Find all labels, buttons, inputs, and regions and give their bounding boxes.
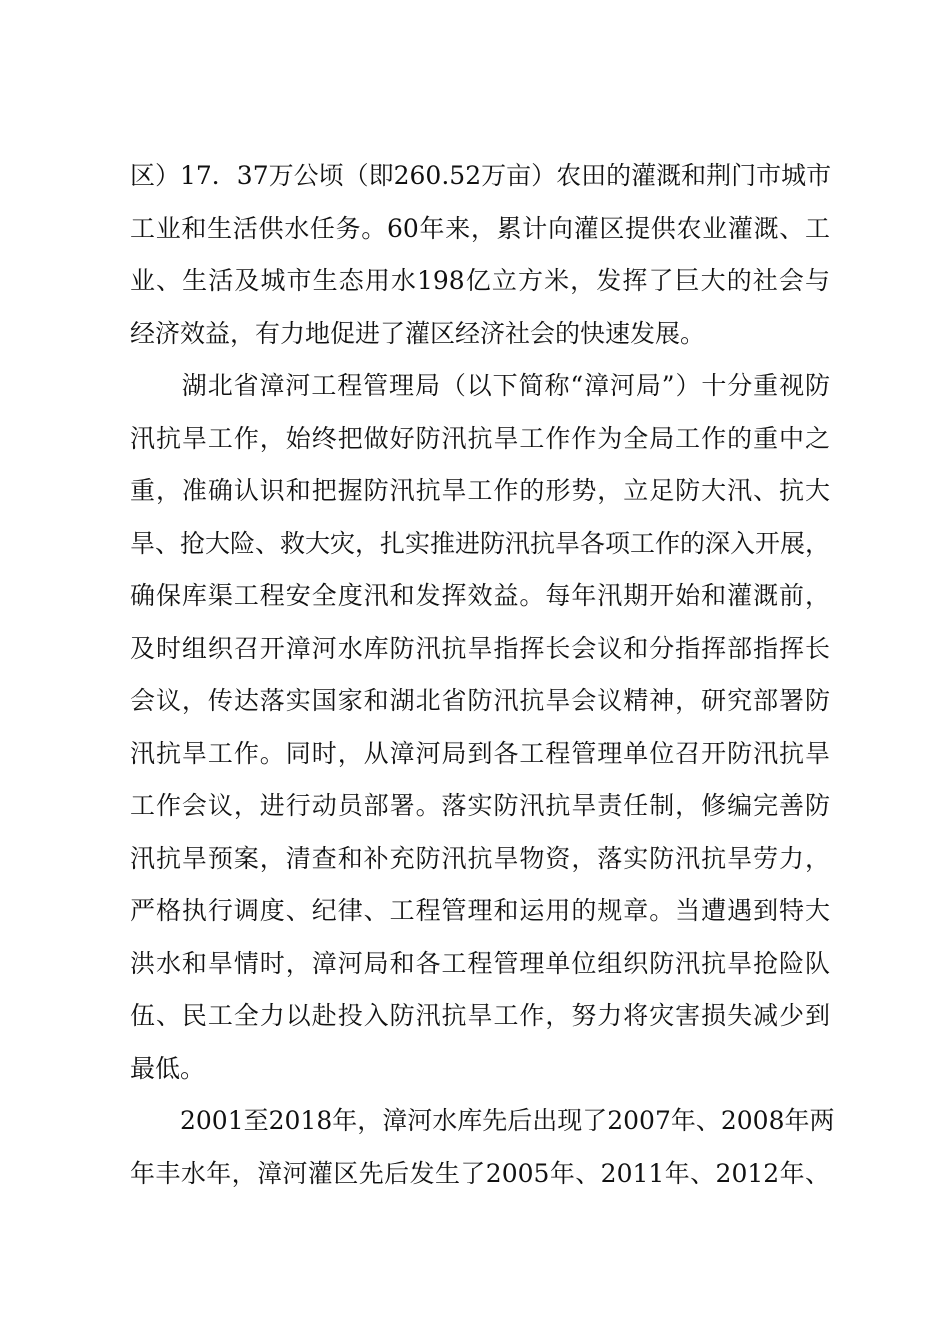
text-line: 工作会议，进行动员部署。落实防汛抗旱责任制，修编完善防 <box>130 791 830 820</box>
text-line: 区）17．37万公顷（即260.52万亩）农田的灌溉和荆门市城市 <box>130 161 832 190</box>
text-line: 汛抗旱工作。同时，从漳河局到各工程管理单位召开防汛抗旱 <box>130 738 830 768</box>
text-line: 会议，传达落实国家和湖北省防汛抗旱会议精神，研究部署防 <box>130 686 830 715</box>
text-line: 年丰水年，漳河灌区先后发生了2005年、2011年、2012年、 <box>130 1158 830 1188</box>
text-line: 确保库渠工程安全度汛和发挥效益。每年汛期开始和灌溉前， <box>130 581 830 610</box>
paragraph-3 <box>130 1095 835 1200</box>
text-line: 重，准确认识和把握防汛抗旱工作的形势，立足防大汛、抗大 <box>130 476 830 505</box>
text-line: 及时组织召开漳河水库防汛抗旱指挥长会议和分指挥部指挥长 <box>130 633 830 663</box>
text-line: 旱、抢大险、救大灾，扎实推进防汛抗旱各项工作的深入开展， <box>130 528 831 558</box>
text-line: 湖北省漳河工程管理局（以下简称“漳河局”）十分重视防 <box>130 371 830 400</box>
text-line: 最低。 <box>130 1053 206 1083</box>
text-line: 汛抗旱预案，清查和补充防汛抗旱物资，落实防汛抗旱劳力， <box>130 843 830 873</box>
text-line: 2001至2018年，漳河水库先后出现了2007年、2008年两 <box>130 1106 835 1135</box>
text-line: 业、生活及城市生态用水198亿立方米，发挥了巨大的社会与 <box>130 266 830 295</box>
body-text <box>130 150 835 1200</box>
paragraph-1 <box>130 150 830 360</box>
text-line: 伍、民工全力以赴投入防汛抗旱工作，努力将灾害损失减少到 <box>130 1001 830 1030</box>
text-line: 严格执行调度、纪律、工程管理和运用的规章。当遭遇到特大 <box>130 896 830 925</box>
text-line: 经济效益，有力地促进了灌区经济社会的快速发展。 <box>130 318 706 348</box>
text-line: 洪水和旱情时，漳河局和各工程管理单位组织防汛抗旱抢险队 <box>130 948 830 978</box>
text-line: 工业和生活供水任务。60年来，累计向灌区提供农业灌溉、工 <box>130 213 830 243</box>
paragraph-2 <box>130 360 830 1095</box>
text-line: 汛抗旱工作，始终把做好防汛抗旱工作作为全局工作的重中之 <box>130 423 830 453</box>
